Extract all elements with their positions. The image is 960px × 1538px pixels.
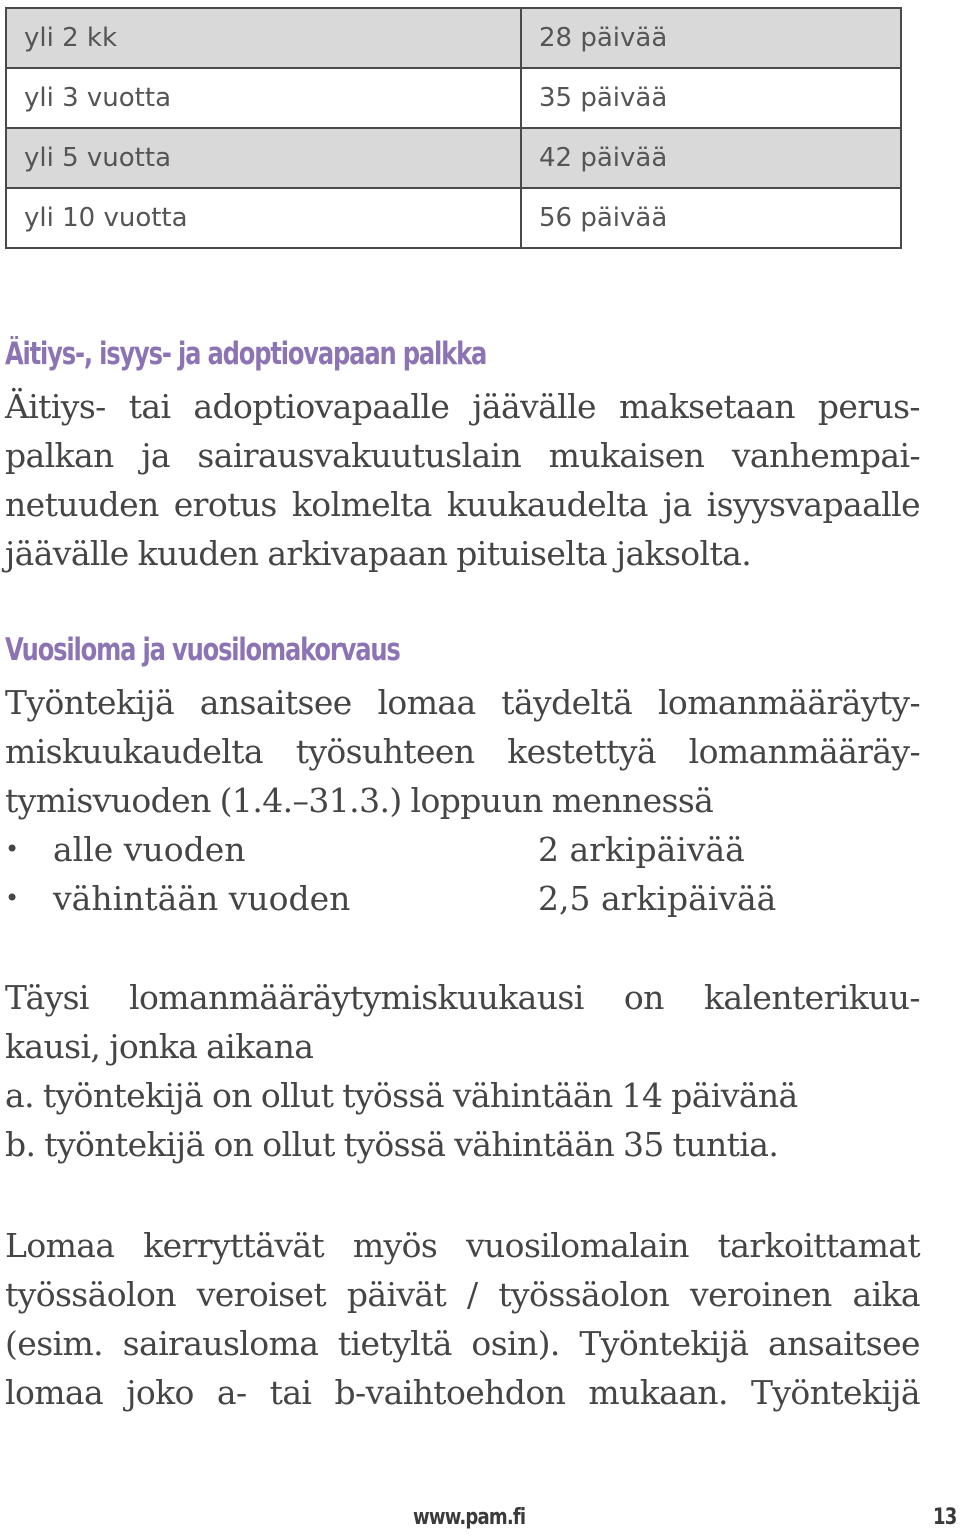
table-row <box>6 8 901 68</box>
list-item-label: alle vuoden <box>53 830 246 869</box>
table-row <box>6 128 901 188</box>
table-cell: yli 5 vuotta <box>6 128 521 188</box>
footer-url-link[interactable]: www.pam.fi <box>413 1505 526 1530</box>
page-number: 13 <box>933 1505 957 1530</box>
list-item-value: 2,5 arkipäivää <box>538 879 777 918</box>
bullet-icon: • <box>5 884 20 912</box>
paragraph-line: Lomaa kerryttävät myös vuosilomalain tarkoittamat <box>5 1226 920 1265</box>
paragraph-line: a. työntekijä on ollut työssä vähintään 14 päivänä <box>5 1076 798 1115</box>
paragraph-line: lomaa joko a- tai b-vaihtoehdon mukaan. Työntekijä <box>5 1373 920 1412</box>
table-row <box>6 68 901 128</box>
paragraph-line: miskuukaudelta työsuhteen kestettyä lomanmääräy- <box>5 732 920 771</box>
list-item-label: vähintään vuoden <box>53 879 351 918</box>
bullet-icon: • <box>5 835 20 863</box>
paragraph-accrual <box>5 1221 920 1417</box>
paragraph-line: Työntekijä ansaitsee lomaa täydeltä lomanmääräyty- <box>5 683 920 722</box>
paragraph-full-month <box>5 973 920 1169</box>
table-cell: 35 päivää <box>521 68 901 128</box>
table-cell: yli 2 kk <box>6 8 521 68</box>
paragraph-line: b. työntekijä on ollut työssä vähintään 35 tuntia. <box>5 1125 779 1164</box>
paragraph-line: Äitiys- tai adoptiovapaalle jäävälle maksetaan perus- <box>5 387 920 426</box>
table-cell: yli 3 vuotta <box>6 68 521 128</box>
table-cell: 42 päivää <box>521 128 901 188</box>
list-item-value: 2 arkipäivää <box>538 830 745 869</box>
paragraph-line: palkan ja sairausvakuutuslain mukaisen vanhempai- <box>5 436 920 475</box>
paragraph-line: jäävälle kuuden arkivapaan pituiselta jaksolta. <box>5 534 752 573</box>
vacation-days-table <box>5 7 902 249</box>
table-cell: yli 10 vuotta <box>6 188 521 248</box>
table-row <box>6 188 901 248</box>
paragraph-line: Täysi lomanmääräytymiskuukausi on kalenterikuu- <box>5 978 920 1017</box>
section-heading-annual-leave: Vuosiloma ja vuosilomakorvaus <box>5 632 400 668</box>
paragraph-line: kausi, jonka aikana <box>5 1027 314 1066</box>
paragraph-line: (esim. sairausloma tietyltä osin). Työntekijä ansaitsee <box>5 1324 920 1363</box>
paragraph-line: netuuden erotus kolmelta kuukaudelta ja isyysvapaalle <box>5 485 920 524</box>
table-cell: 28 päivää <box>521 8 901 68</box>
paragraph-annual-leave <box>5 678 920 825</box>
section-heading-parental-leave: Äitiys-, isyys- ja adoptiovapaan palkka <box>5 336 487 372</box>
table-cell: 56 päivää <box>521 188 901 248</box>
paragraph-line: työssäolon veroiset päivät / työssäolon veroinen aika <box>5 1275 920 1314</box>
paragraph-parental-leave <box>5 382 920 578</box>
paragraph-line: tymisvuoden (1.4.–31.3.) loppuun mennessä <box>5 781 714 820</box>
